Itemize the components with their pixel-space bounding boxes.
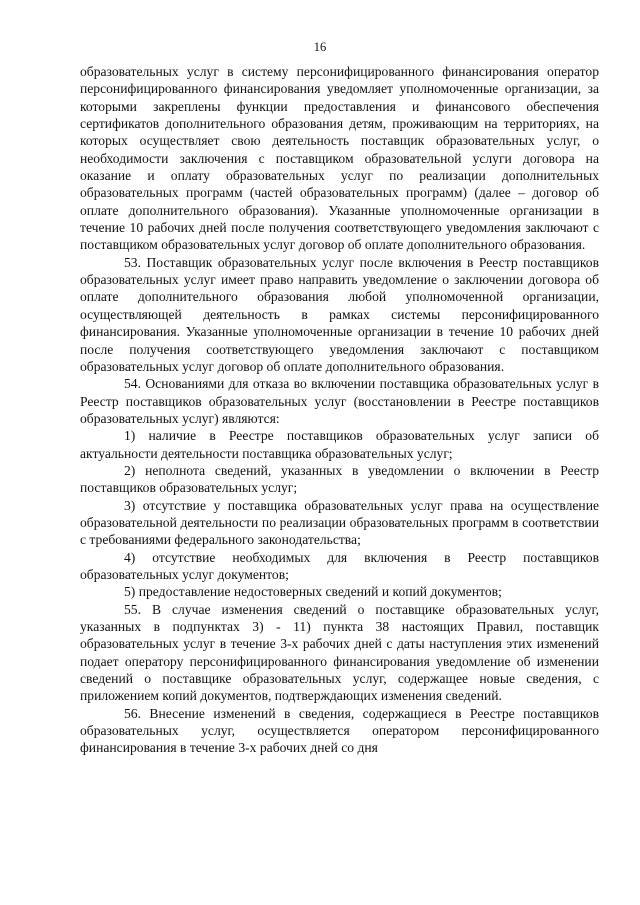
page-number: 16 [313,40,327,54]
paragraph-56: 56. Внесение изменений в сведения, содержащиеся в Реестре поставщиков образовательных услуг, осуществляется оператором персонифицированного финансирования в течение 3-х рабочих дней со дня [80,705,599,756]
list-item-4: 4) отсутствие необходимых для включения в Реестр поставщиков образовательных услуг документов; [80,549,599,582]
paragraph-55: 55. В случае изменения сведений о поставщике образовательных услуг, указанных в подпунктах 3) - 11) пункта 38 настоящих Правил, поставщик образовательных услуг в течение 3-х рабочих дней с даты наступления этих изменений подает оператору персонифицированного финансирования уведомление об изменении сведений о поставщике образовательных услуг, содержащее новые сведения, с приложением копий документов, подтверждающих изменения сведений. [80,601,599,704]
document-body [80,63,599,757]
paragraph-continuation: образовательных услуг в систему персонифицированного финансирования оператор персонифицированного финансирования уведомляет уполномоченные организации, за которыми закреплены функции предоставления и финансового обеспечения сертификатов дополнительного образования детям, проживающим на территориях, на которых осуществляет свою деятельность поставщик образовательных услуг, о необходимости заключения с поставщиком образовательной услуги договора на оказание и оплату образовательных услуг по реализации дополнительных образовательных программ (частей образовательных программ) (далее – договор об оплате дополнительного образования). Указанные уполномоченные организации в течение 10 рабочих дней после получения соответствующего уведомления заключают с поставщиком образовательных услуг договор об оплате дополнительного образования. [80,64,599,253]
list-item-5: 5) предоставление недостоверных сведений и копий документов; [124,584,502,600]
list-item-1: 1) наличие в Реестре поставщиков образовательных услуг записи об актуальности деятельности поставщика образовательных услуг; [80,428,599,461]
list-item-3: 3) отсутствие у поставщика образовательных услуг права на осуществление образовательной деятельности по реализации образовательных программ в соответствии с требованиями федерального законодательства; [80,497,599,548]
paragraph-53: 53. Поставщик образовательных услуг после включения в Реестр поставщиков образовательных услуг имеет право направить уведомление о заключении договора об оплате дополнительного образования любой уполномоченной организации, осуществляющей деятельность в рамках системы персонифицированного финансирования. Указанные уполномоченные организации в течение 10 рабочих дней после получения соответствующего уведомления заключают с поставщиком образовательных услуг договор об оплате дополнительного образования. [80,254,599,374]
paragraph-54: 54. Основаниями для отказа во включении поставщика образовательных услуг в Реестр поставщиков образовательных услуг (восстановлении в Реестре поставщиков образовательных услуг) являются: [80,376,599,426]
list-item-2: 2) неполнота сведений, указанных в уведомлении о включении в Реестр поставщиков образовательных услуг; [80,462,599,496]
